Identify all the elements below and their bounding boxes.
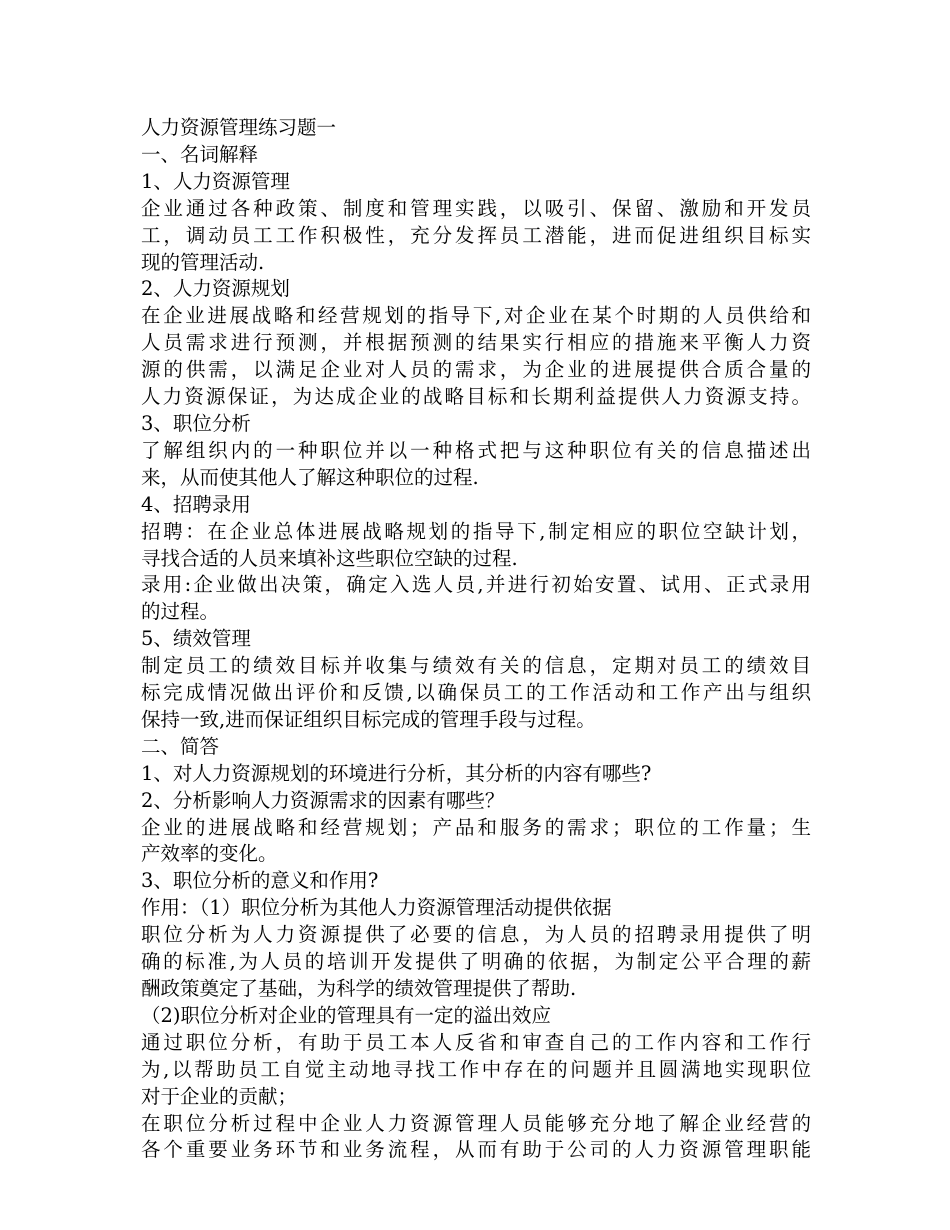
text-line: 在职位分析过程中企业人力资源管理人员能够充分地了解企业经营的 bbox=[141, 1111, 811, 1135]
text-line: 工，调动员工工作积极性，充分发挥员工潜能，进而促进组织目标实 bbox=[141, 223, 811, 247]
text-line: 寻找合适的人员来填补这些职位空缺的过程. bbox=[141, 546, 518, 570]
text-line: 为,以帮助员工自觉主动地寻找工作中存在的问题并且圆满地实现职位 bbox=[141, 1057, 811, 1081]
text-line: 人员需求进行预测，并根据预测的结果实行相应的措施来平衡人力资 bbox=[141, 331, 811, 355]
text-line: 通过职位分析，有助于员工本人反省和审查自己的工作内容和工作行 bbox=[141, 1030, 811, 1054]
text-line: 录用:企业做出决策，确定入选人员,并进行初始安置、试用、正式录用 bbox=[141, 573, 811, 597]
text-line: 2、分析影响人力资源需求的因素有哪些？ bbox=[141, 788, 505, 812]
text-line: 职位分析为人力资源提供了必要的信息，为人员的招聘录用提供了明 bbox=[141, 923, 811, 947]
text-line: 人力资源保证，为达成企业的战略目标和长期利益提供人力资源支持。 bbox=[141, 385, 811, 409]
document-page bbox=[141, 115, 811, 1164]
text-line: 企业通过各种政策、制度和管理实践，以吸引、保留、激励和开发员 bbox=[141, 196, 811, 220]
text-line: 确的标准,为人员的培训开发提供了明确的依据，为制定公平合理的薪 bbox=[141, 950, 811, 974]
text-line: 对于企业的贡献； bbox=[141, 1084, 298, 1108]
text-line: 5、绩效管理 bbox=[141, 627, 251, 651]
text-line: 各个重要业务环节和业务流程，从而有助于公司的人力资源管理职能 bbox=[141, 1138, 811, 1162]
text-line: 在企业进展战略和经营规划的指导下,对企业在某个时期的人员供给和 bbox=[141, 304, 811, 328]
text-line: 作用：（1）职位分析为其他人力资源管理活动提供依据 bbox=[141, 896, 612, 920]
text-line: （2)职位分析对企业的管理具有一定的溢出效应 bbox=[141, 1003, 552, 1027]
text-line: 来，从而使其他人了解这种职位的过程. bbox=[141, 465, 479, 489]
text-line: 4、招聘录用 bbox=[141, 492, 251, 516]
text-line: 现的管理活动. bbox=[141, 250, 265, 274]
text-line: 标完成情况做出评价和反馈,以确保员工的工作活动和工作产出与组织 bbox=[141, 681, 811, 705]
text-line: 企业的进展战略和经营规划；产品和服务的需求；职位的工作量；生 bbox=[141, 815, 811, 839]
text-line: 了解组织内的一种职位并以一种格式把与这种职位有关的信息描述出 bbox=[141, 438, 811, 462]
text-line: 3、职位分析的意义和作用? bbox=[141, 869, 379, 893]
text-line: 产效率的变化。 bbox=[141, 842, 278, 866]
text-line: 一、名词解释 bbox=[141, 142, 259, 166]
text-line: 1、对人力资源规划的环境进行分析，其分析的内容有哪些? bbox=[141, 761, 652, 785]
text-line: 1、人力资源管理 bbox=[141, 169, 290, 193]
text-line: 2、人力资源规划 bbox=[141, 277, 290, 301]
text-line: 保持一致,进而保证组织目标完成的管理手段与过程。 bbox=[141, 707, 596, 731]
text-line: 制定员工的绩效目标并收集与绩效有关的信息，定期对员工的绩效目 bbox=[141, 654, 811, 678]
text-line: 酬政策奠定了基础，为科学的绩效管理提供了帮助. bbox=[141, 977, 577, 1000]
text-line: 3、职位分析 bbox=[141, 411, 251, 435]
document-body bbox=[141, 115, 811, 1164]
text-line: 招聘：在企业总体进展战略规划的指导下,制定相应的职位空缺计划， bbox=[141, 519, 811, 543]
text-line: 源的供需，以满足企业对人员的需求，为企业的进展提供合质合量的 bbox=[141, 358, 811, 382]
text-line: 人力资源管理练习题一 bbox=[141, 116, 337, 139]
text-line: 的过程。 bbox=[141, 600, 220, 624]
text-line: 二、简答 bbox=[141, 734, 220, 758]
